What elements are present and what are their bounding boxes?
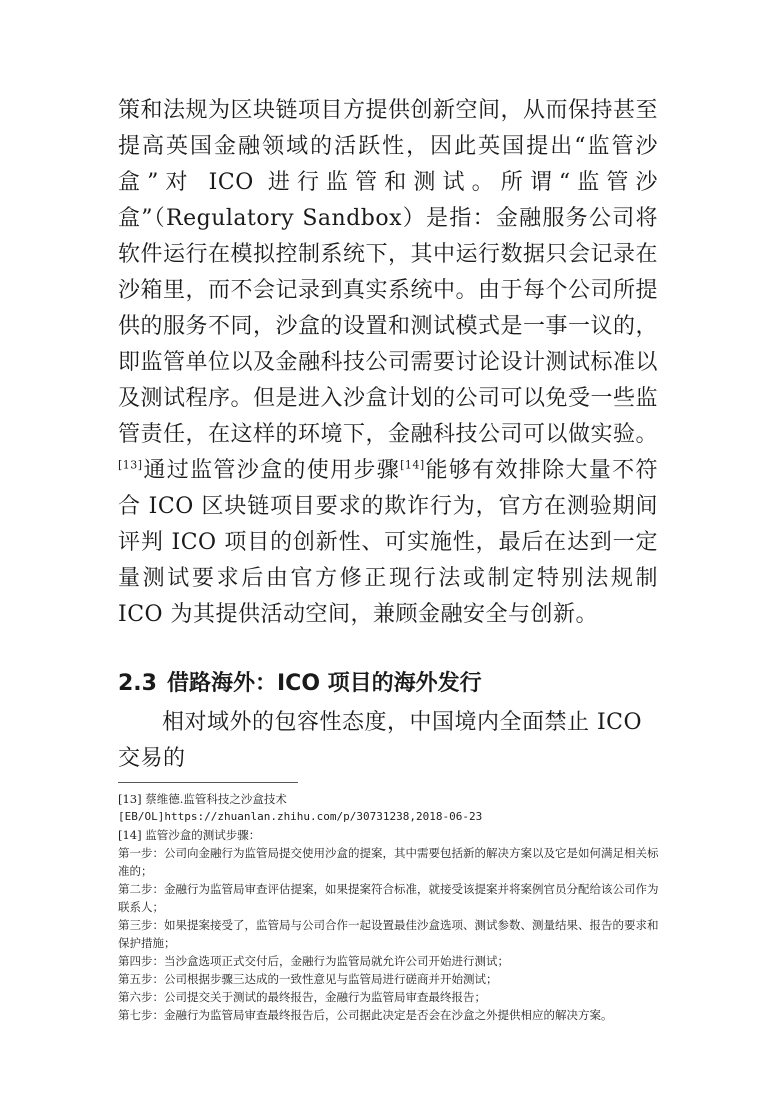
footnote-step-7: 第七步：金融行为监管局审查最终报告后，公司据此决定是否会在沙盒之外提供相应的解决方案。 — [118, 1008, 613, 1022]
footnote-13-url[interactable]: [EB/OL]https://zhuanlan.zhihu.com/p/30731238,2018-06-23 — [118, 810, 483, 823]
footnote-step-3: 第三步：如果提案接受了，监管局与公司合作一起设置最佳沙盒选项、测试参数、测量结果、报告的要求和保护措施； — [118, 918, 659, 950]
paragraph-text — [118, 93, 658, 633]
footnote-divider — [118, 782, 298, 783]
footnote-14-title: [14] 监管沙盒的测试步骤： — [118, 828, 261, 842]
footnote-step-6: 第六步：公司提交关于测试的最终报告，金融行为监管局审查最终报告； — [118, 990, 486, 1004]
section-title: 借路海外：ICO 项目的海外发行 — [166, 671, 482, 696]
paragraph-part-1: 策和法规为区块链项目方提供创新空间，从而保持甚至提高英国金融领域的活跃性，因此英国提出“监管沙盒”对 ICO 进行监管和测试。所谓“监管沙盒”（Regulatory Sandbox）是指：金融服务公司将软件运行在模拟控制系统下，其中运行数据只会记录在沙箱里，而不会记录到真实系统中。由于每个公司所提供的服务不同，沙盒的设置和测试模式是一事一议的，即监管单位以及金融科技公司需要讨论设计测试标准以及测试程序。但是进入沙盒计划的公司可以免受一些监管责任，在这样的环境下，金融科技公司可以做实验。 — [118, 98, 659, 447]
footnote-step-4: 第四步：当沙盒选项正式交付后，金融行为监管局就允许公司开始进行测试； — [118, 954, 509, 968]
section-heading — [118, 666, 658, 702]
footnote-step-2: 第二步：金融行为监管局审查评估提案，如果提案符合标准，就接受该提案并将案例官员分配给该公司作为联系人； — [118, 882, 659, 914]
section-paragraph: 相对域外的包容性态度，中国境内全面禁止 ICO 交易的 — [118, 710, 643, 771]
footnotes — [118, 790, 663, 1024]
footnote-step-1: 第一步：公司向金融行为监管局提交使用沙盒的提案，其中需要包括新的解决方案以及它是如何满足相关标准的； — [118, 846, 659, 878]
footnote-step-5: 第五步：公司根据步骤三达成的一致性意见与监管局进行磋商并开始测试； — [118, 972, 498, 986]
body-paragraph — [118, 93, 658, 633]
footnote-13-line-1: [13] 蔡维德.监管科技之沙盒技术 — [118, 792, 287, 806]
footnote-ref-14[interactable]: [14] — [400, 458, 425, 472]
section-number: 2.3 — [118, 671, 157, 696]
footnote-ref-13[interactable]: [13] — [118, 458, 143, 472]
paragraph-part-2: 通过监管沙盒的使用步骤 — [142, 458, 401, 483]
paragraph-part-3: 能够有效排除大量不符合 ICO 区块链项目要求的欺诈行为，官方在测验期间评判 ICO 项目的创新性、可实施性，最后在达到一定量测试要求后由官方修正现行法或制定特别法规制 ICO 为其提供活动空间，兼顾金融安全与创新。 — [118, 458, 658, 627]
